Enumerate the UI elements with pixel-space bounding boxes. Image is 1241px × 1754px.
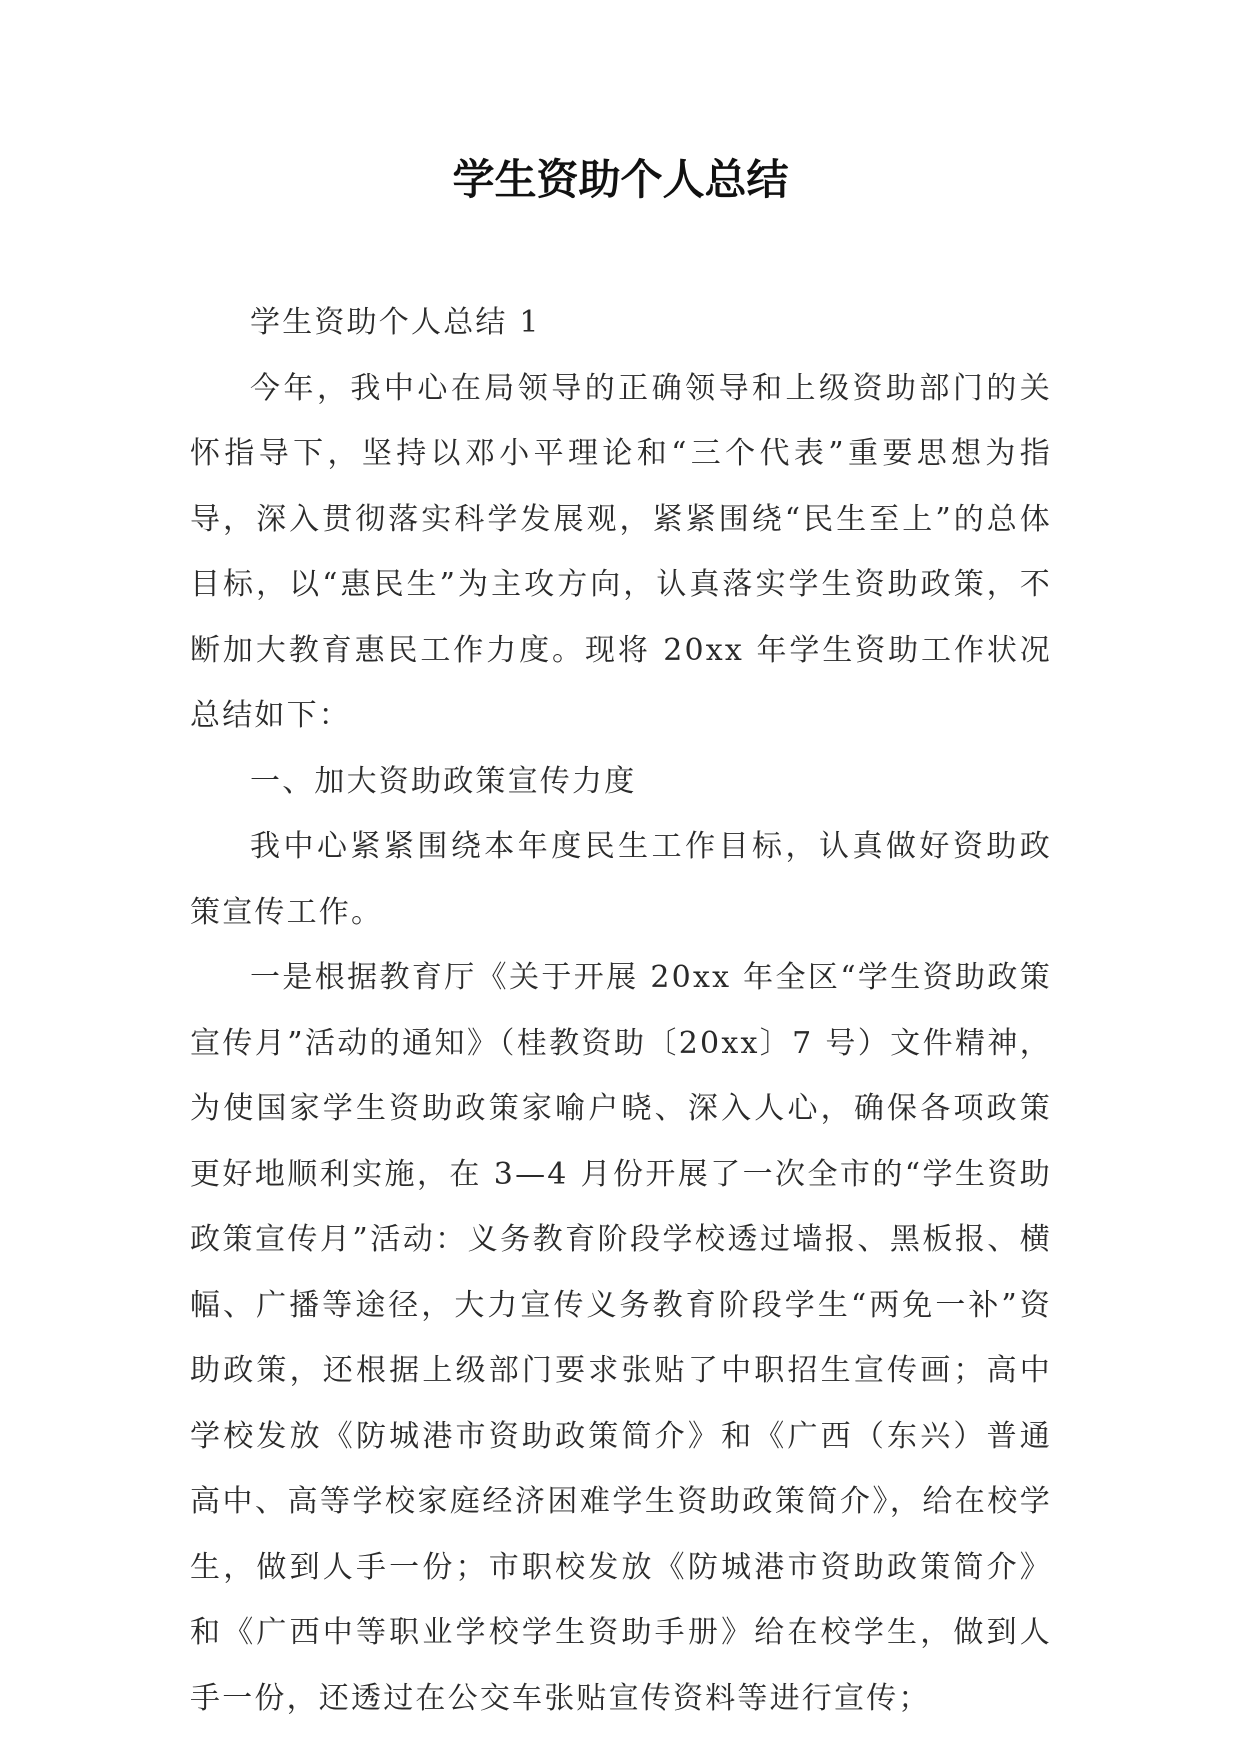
paragraph: 一是根据教育厅《关于开展 20xx 年全区“学生资助政策宣传月”活动的通知》（桂教资助〔20xx〕7 号）文件精神，为使国家学生资助政策家喻户晓、深入人心，确保各项政策更好地顺利实施，在 3—4 月份开展了一次全市的“学生资助政策宣传月”活动：义务教育阶段学校透过墙报、黑板报、横幅、广播等途径，大力宣传义务教育阶段学生“两免一补”资助政策，还根据上级部门要求张贴了中职招生宣传画；高中学校发放《防城港市资助政策简介》和《广西（东兴）普通高中、高等学校家庭经济困难学生资助政策简介》，给在校学生，做到人手一份；市职校发放《防城港市资助政策简介》和《广西中等职业学校学生资助手册》给在校学生，做到人手一份，还透过在公交车张贴宣传资料等进行宣传； [190,960,1052,1716]
document-body [190,290,1052,1731]
paragraph: 今年，我中心在局领导的正确领导和上级资助部门的关怀指导下，坚持以邓小平理论和“三个代表”重要思想为指导，深入贯彻落实科学发展观，紧紧围绕“民生至上”的总体目标，以“惠民生”为主攻方向，认真落实学生资助政策，不断加大教育惠民工作力度。现将 20xx 年学生资助工作状况总结如下： [190,370,1052,733]
document-title: 学生资助个人总结 [452,155,789,204]
section-heading: 学生资助个人总结 1 [250,305,541,340]
subsection-heading: 一、加大资助政策宣传力度 [250,763,637,799]
paragraph: 我中心紧紧围绕本年度民生工作目标，认真做好资助政策宣传工作。 [190,829,1052,930]
